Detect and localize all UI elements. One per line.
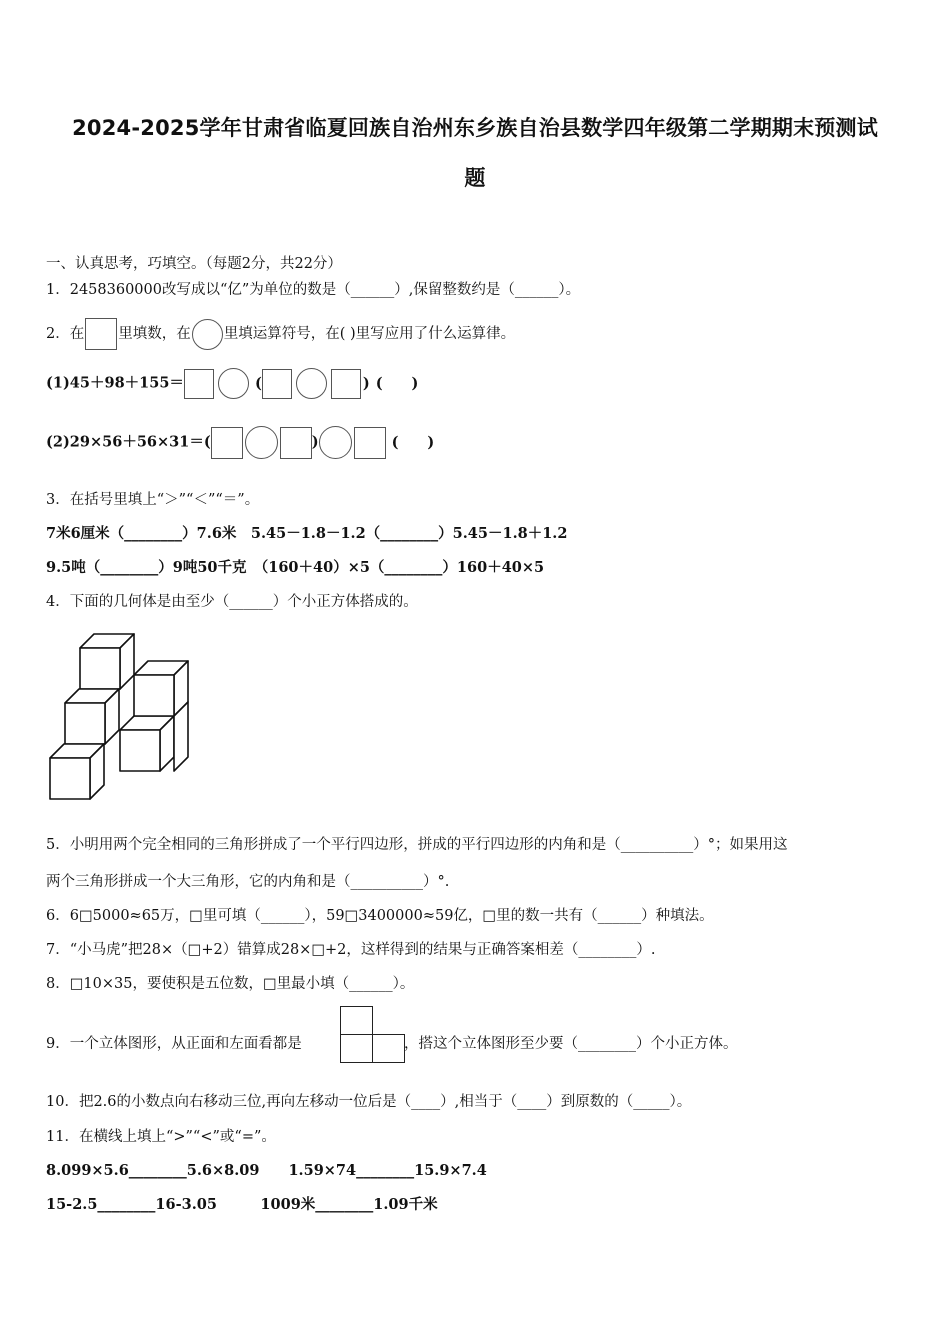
answer-box[interactable]	[354, 427, 386, 459]
answer-circle[interactable]	[192, 319, 223, 350]
q2-p1-paren-open: (	[254, 374, 262, 392]
question-11-row-1: 8.099×5.6________5.6×8.09 1.59×74________15.9×7.4	[46, 1162, 487, 1179]
question-2-part-2	[46, 426, 434, 459]
answer-circle[interactable]	[218, 368, 249, 399]
q2-p2-law-blank[interactable]: ( )	[391, 433, 435, 451]
question-11-stem: 11．在横线上填上“>”“<”或“=”。	[46, 1129, 276, 1145]
q2-p2-expression: (2)29×56＋56×31＝(	[46, 433, 211, 451]
cube-stack-figure	[46, 630, 196, 808]
question-5-line-1: 5．小明用两个完全相同的三角形拼成了一个平行四边形，拼成的平行四边形的内角和是（__________）°；如果用这	[46, 837, 788, 853]
q2-p2-paren-close: )	[311, 433, 319, 451]
answer-box[interactable]	[85, 318, 117, 350]
view-grid-figure	[340, 1006, 406, 1064]
question-3-row-2: 9.5吨（________）9吨50千克 （160＋40）×5（________）160＋40×5	[46, 559, 545, 576]
answer-box[interactable]	[280, 427, 312, 459]
grid-cell	[372, 1034, 405, 1063]
question-4: 4．下面的几何体是由至少（______）个小正方体搭成的。	[46, 594, 418, 610]
question-8: 8．□10×35，要使积是五位数，□里最小填（______）。	[46, 976, 415, 992]
grid-cell	[340, 1034, 373, 1063]
answer-box[interactable]	[331, 369, 361, 399]
section-heading: 一、认真思考，巧填空。（每题2分，共22分）	[46, 256, 342, 272]
answer-box[interactable]	[262, 369, 292, 399]
question-3-stem: 3．在括号里填上“＞”“＜”“＝”。	[46, 492, 260, 508]
question-6: 6．6□5000≈65万，□里可填（______），59□3400000≈59亿，□里的数一共有（______）种填法。	[46, 908, 714, 924]
question-2-stem	[46, 318, 515, 350]
question-3-row-1: 7米6厘米（________）7.6米 5.45－1.8－1.2（________）5.45－1.8＋1.2	[46, 525, 568, 542]
answer-circle[interactable]	[245, 426, 278, 459]
answer-circle[interactable]	[296, 368, 327, 399]
q2-text-a: 2．在	[46, 326, 85, 342]
question-7: 7．“小马虎”把28×（□+2）错算成28×□+2，这样得到的结果与正确答案相差（________）.	[46, 942, 656, 958]
cube	[120, 716, 174, 771]
question-1: 1．2458360000改写成以“亿”为单位的数是（______）,保留整数约是（______）。	[46, 282, 581, 298]
cube	[65, 689, 119, 744]
answer-box[interactable]	[184, 369, 214, 399]
question-10: 10．把2.6的小数点向右移动三位,再向左移动一位后是（____）,相当于（____）到原数的（_____）。	[46, 1094, 692, 1110]
grid-cell	[340, 1006, 373, 1035]
question-9-after: ，搭这个立体图形至少要（________）个小正方体。	[404, 1036, 738, 1052]
answer-box[interactable]	[211, 427, 243, 459]
document-title-line1: 2024-2025学年甘肃省临夏回族自治州东乡族自治县数学四年级第二学期期末预测试	[72, 116, 878, 140]
question-9-before: 9．一个立体图形，从正面和左面看都是	[46, 1036, 302, 1052]
q2-text-b: 里填数，在	[118, 326, 191, 342]
q2-p1-law-blank[interactable]: ( )	[375, 374, 419, 392]
cube	[134, 661, 188, 716]
question-11-row-2: 15-2.5________16-3.05 1009米________1.09千米	[46, 1196, 438, 1213]
question-2-part-1	[46, 368, 418, 399]
q2-p1-expression: (1)45＋98＋155＝	[46, 374, 184, 392]
document-title-line2: 题	[464, 166, 486, 190]
q2-p1-paren-close: )	[362, 374, 370, 392]
cube	[50, 744, 104, 799]
answer-circle[interactable]	[319, 426, 352, 459]
cube	[80, 634, 134, 689]
q2-text-c: 里填运算符号，在( )里写应用了什么运算律。	[223, 326, 516, 342]
question-5-line-2: 两个三角形拼成一个大三角形，它的内角和是（__________）°.	[46, 874, 450, 890]
